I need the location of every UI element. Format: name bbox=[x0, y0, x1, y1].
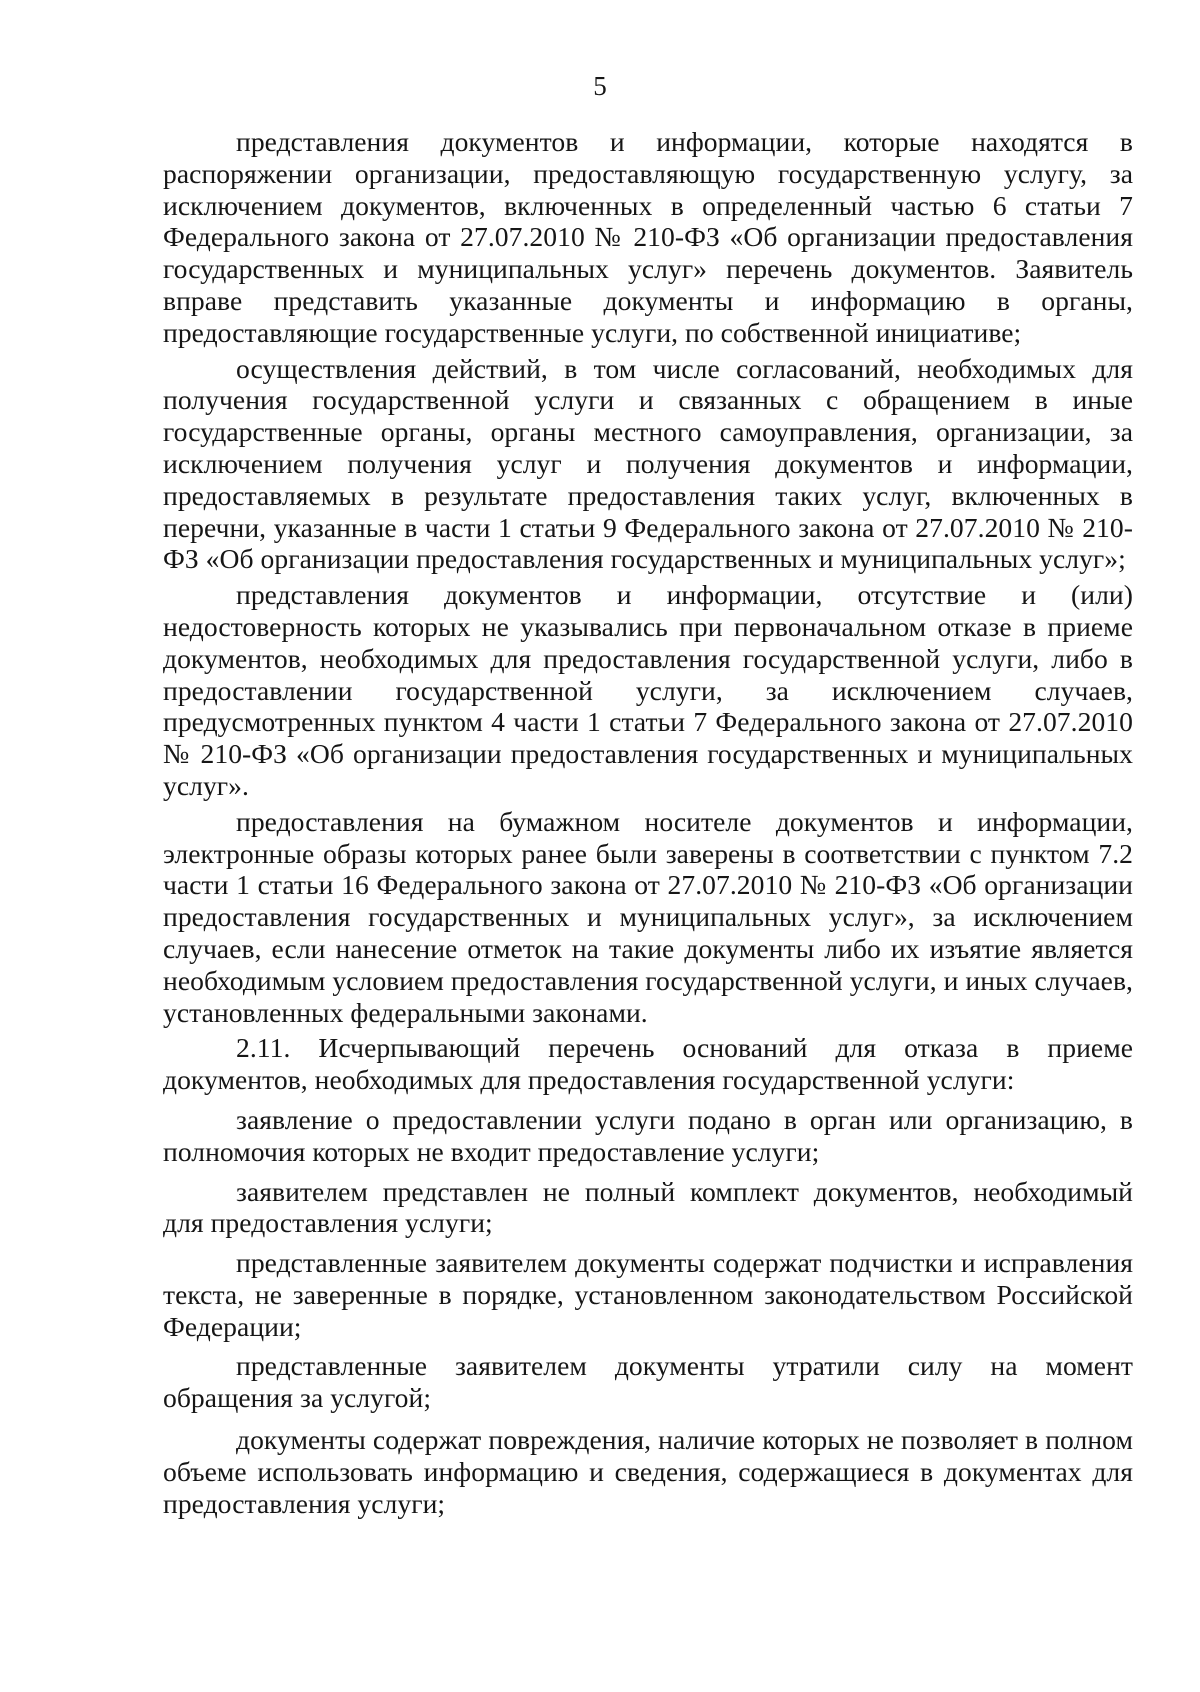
document-body bbox=[163, 126, 1133, 1519]
paragraph-refusal-grounds-heading: 2.11. Исчерпывающий перечень оснований для отказа в приеме документов, необходимых для предоставления государственной услуги: bbox=[163, 1032, 1133, 1096]
paragraph-damaged-documents: документы содержат повреждения, наличие которых не позволяет в полном объеме использовать информацию и сведения, содержащиеся в документах для предоставления услуги; bbox=[163, 1424, 1133, 1519]
paragraph-paper-documents: предоставления на бумажном носителе документов и информации, электронные образы которых ранее были заверены в соответствии с пунктом 7.2 части 1 статьи 16 Федерального закона от 27.07.2010 № 210-ФЗ «Об организации предоставления государственных и муниципальных услуг», за исключением случаев, если нанесение отметок на такие документы либо их изъятие является необходимым условием предоставления государственной услуги, и иных случаев, установленных федеральными законами. bbox=[163, 805, 1133, 1028]
paragraph-text-corrections: представленные заявителем документы содержат подчистки и исправления текста, не заверенные в порядке, установленном законодательством Российской Федерации; bbox=[163, 1247, 1133, 1342]
page-number: 5 bbox=[593, 71, 607, 101]
paragraph-incomplete-documents: заявителем представлен не полный комплект документов, необходимый для предоставления услуги; bbox=[163, 1175, 1133, 1239]
paragraph-documents-information: представления документов и информации, которые находятся в распоряжении организации, предоставляющую государственную услугу, за исключением документов, включенных в определенный частью 6 статьи 7 Федерального закона от 27.07.2010 № 210-ФЗ «Об организации предоставления государственных и муниципальных услуг» перечень документов. Заявитель вправе представить указанные документы и информацию в органы, предоставляющие государственные услуги, по собственной инициативе; bbox=[163, 126, 1133, 348]
paragraph-approval-actions: осуществления действий, в том числе согласований, необходимых для получения государственной услуги и связанных с обращением в иные государственные органы, органы местного самоуправления, организации, за исключением получения услуг и получения документов и информации, предоставляемых в результате предоставления таких услуг, включенных в перечни, указанные в части 1 статьи 9 Федерального закона от 27.07.2010 № 210-ФЗ «Об организации предоставления государственных и муниципальных услуг»; bbox=[163, 352, 1133, 575]
paragraph-missing-information: представления документов и информации, отсутствие и (или) недостоверность которых не указывались при первоначальном отказе в приеме документов, необходимых для предоставления государственной услуги, либо в предоставлении государственной услуги, за исключением случаев, предусмотренных пунктом 4 части 1 статьи 7 Федерального закона от 27.07.2010 № 210-ФЗ «Об организации предоставления государственных и муниципальных услуг». bbox=[163, 579, 1133, 801]
paragraph-expired-documents: представленные заявителем документы утратили силу на момент обращения за услугой; bbox=[163, 1350, 1133, 1414]
paragraph-wrong-organization: заявление о предоставлении услуги подано в орган или организацию, в полномочия которых не входит предоставление услуги; bbox=[163, 1103, 1133, 1167]
